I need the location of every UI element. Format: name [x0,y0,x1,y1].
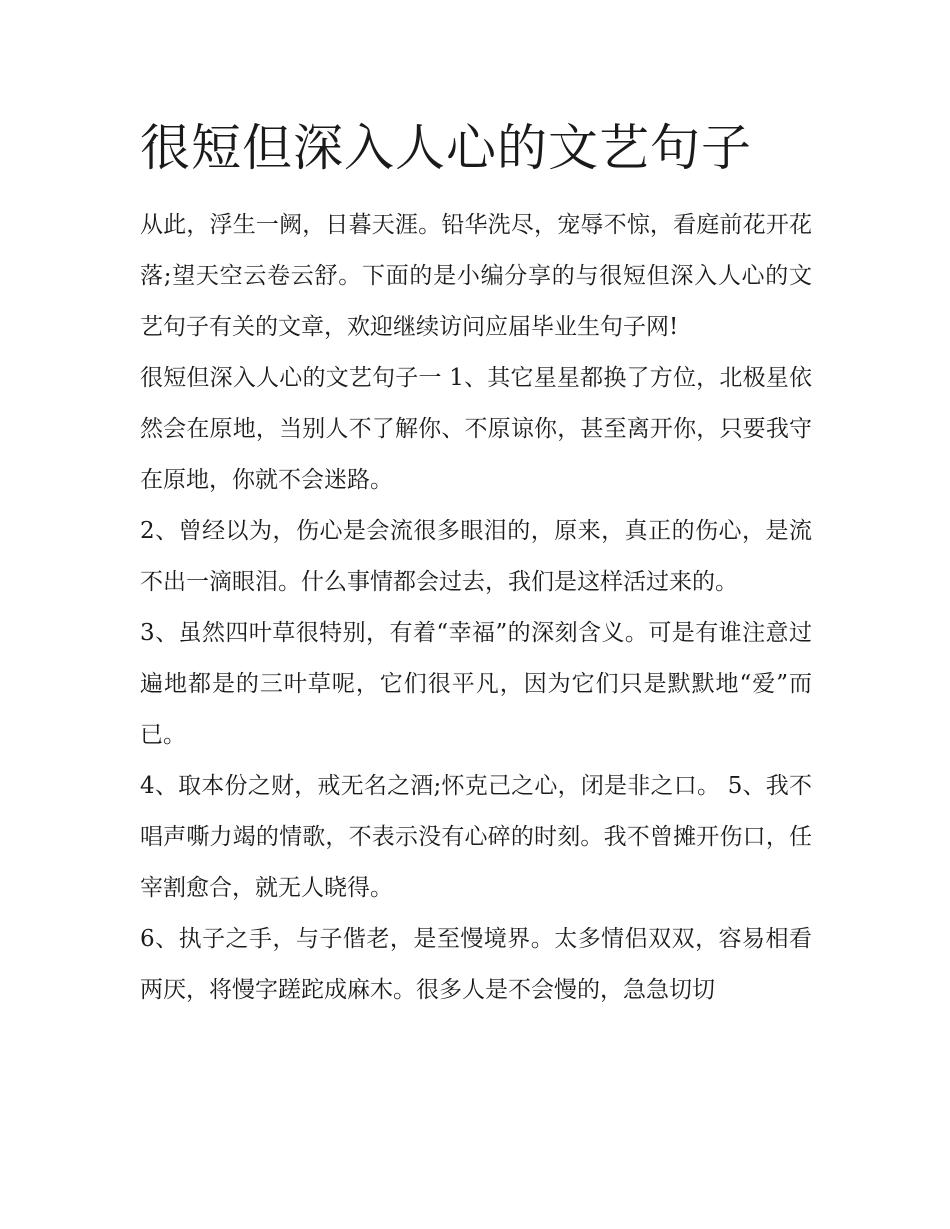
paragraph-4-5: 4、取本份之财，戒无名之酒;怀克己之心，闭是非之口。 5、我不唱声嘶力竭的情歌，不表示没有心碎的时刻。我不曾摊开伤口，任宰割愈合，就无人晓得。 [140,773,812,901]
document-page [140,112,812,1016]
document-title: 很短但深入人心的文艺句子 [140,119,752,177]
paragraph-6: 6、执子之手，与子偕老，是至慢境界。太多情侣双双，容易相看两厌，将慢字蹉跎成麻木。很多人是不会慢的，急急切切 [140,926,812,1003]
paragraph-2: 2、曾经以为，伤心是会流很多眼泪的，原来，真正的伤心，是流不出一滴眼泪。什么事情都会过去，我们是这样活过来的。 [140,518,812,595]
paragraph-1: 很短但深入人心的文艺句子一 1、其它星星都换了方位，北极星依然会在原地，当别人不了解你、不原谅你，甚至离开你，只要我守在原地，你就不会迷路。 [140,365,812,493]
paragraph-intro: 从此，浮生一阙，日暮天涯。铅华洗尽，宠辱不惊，看庭前花开花落;望天空云卷云舒。下面的是小编分享的与很短但深入人心的文艺句子有关的文章，欢迎继续访问应届毕业生句子网! [140,212,812,340]
paragraph-3: 3、虽然四叶草很特别，有着“幸福”的深刻含义。可是有谁注意过遍地都是的三叶草呢，它们很平凡，因为它们只是默默地“爱”而已。 [140,620,812,748]
